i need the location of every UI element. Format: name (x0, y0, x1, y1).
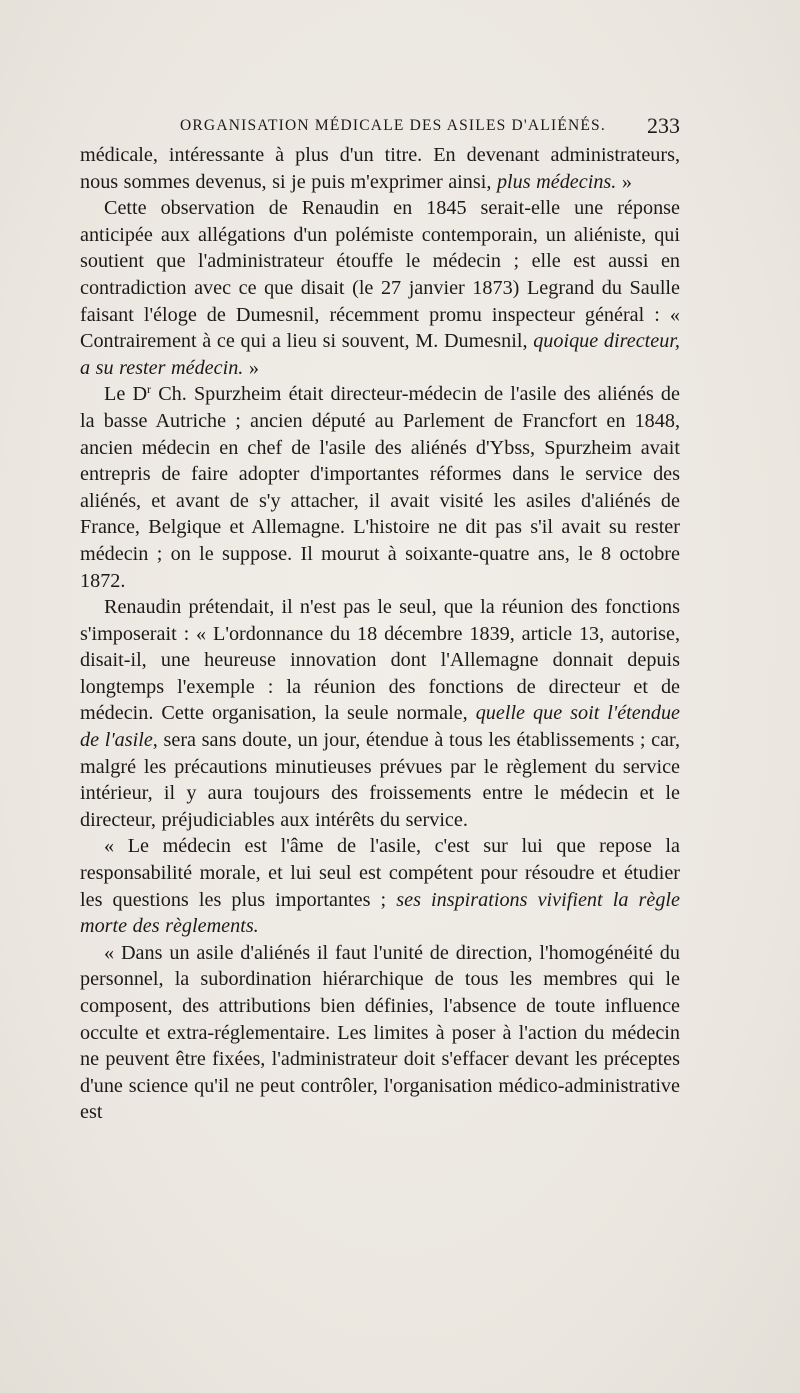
paragraph-2-text: Cette observation de Renaudin en 1845 serait-elle une réponse anticipée aux allégations d'un polémiste contemporain, un aliéniste, qui soutient que l'administrateur étouffe le médecin ; elle est aussi en contradiction avec ce que disait (le 27 janvier 1873) Legrand du Saulle faisant l'éloge de Dumesnil, récemment promu inspecteur général : « Contrairement à ce qui a lieu si souvent, M. Dumesnil, (80, 197, 680, 353)
paragraph-4-tail: , sera sans doute, un jour, étendue à tous les établissements ; car, malgré les précautions minutieuses prévues par le règlement du service intérieur, il y aura toujours des froissements entre le médecin et le directeur, préjudiciables aux intérêts du service. (80, 729, 681, 831)
paragraph-2-tail: » (243, 356, 259, 379)
running-head (80, 113, 680, 141)
paragraph-3 (80, 381, 680, 594)
page-number: 233 (647, 113, 680, 138)
running-title: ORGANISATION MÉDICALE DES ASILES D'ALIÉNÉS. (180, 117, 606, 134)
body-text (80, 142, 680, 1126)
paragraph-5-text: « Le médecin est l'âme de l'asile, c'est sur lui que repose la responsabilité morale, et lui seul est compétent pour résoudre et étudier les questions les plus importantes ; (80, 835, 680, 911)
paragraph-2-italic: quoique directeur, a su rester médecin. (80, 330, 680, 379)
paragraph-3-lead: Le D (104, 383, 148, 406)
paragraph-3-text: Ch. Spurzheim était directeur-médecin de l'asile des aliénés de la basse Autriche ; ancien député au Parlement de Francfort en 1848, ancien médecin en chef de l'asile des aliénés d'Ybss, Spurzheim avait entrepris de faire adopter d'importantes réformes dans le service des aliénés, et avant de s'y attacher, il avait visité les asiles d'aliénés de France, Belgique et Allemagne. L'histoire ne dit pas s'il avait su rester médecin ; on le suppose. Il mourut à soixante-quatre ans, le 8 octobre 1872. (80, 383, 680, 592)
paragraph-1 (80, 142, 680, 195)
paragraph-1-tail: » (616, 170, 632, 193)
paragraph-6-text: « Dans un asile d'aliénés il faut l'unité de direction, l'homogénéité du personnel, la subordination hiérarchique de tous les membres qui le composent, des attributions bien définies, l'absence de toute influence occulte et extra-réglementaire. Les limites à poser à l'action du médecin ne peuvent être fixées, l'administrateur doit s'effacer devant les préceptes d'une science qu'il ne peut contrôler, l'organisation médico-administrative est (80, 941, 680, 1124)
paragraph-2 (80, 195, 680, 381)
paragraph-5 (80, 833, 680, 939)
paragraph-4-text: Renaudin prétendait, il n'est pas le seul, que la réunion des fonctions s'imposerait : « L'ordonnance du 18 décembre 1839, article 13, autorise, disait-il, une heureuse innovation dont l'Allemagne donnait depuis longtemps l'exemple : la réunion des fonctions de directeur et de médecin. Cette organisation, la seule normale, (80, 596, 680, 725)
paragraph-3-superscript: r (147, 382, 152, 397)
paragraph-5-italic: ses inspirations vivifient la règle morte des règlements. (80, 888, 680, 938)
paragraph-4-italic: quelle que soit l'étendue de l'asile (80, 702, 680, 752)
paragraph-1-text: médicale, intéressante à plus d'un titre. En devenant administrateurs, nous sommes devenus, si je puis m'exprimer ainsi, (80, 144, 680, 193)
paragraph-4 (80, 594, 680, 833)
paragraph-6 (80, 940, 680, 1126)
paragraph-1-italic: plus médecins. (496, 170, 617, 193)
